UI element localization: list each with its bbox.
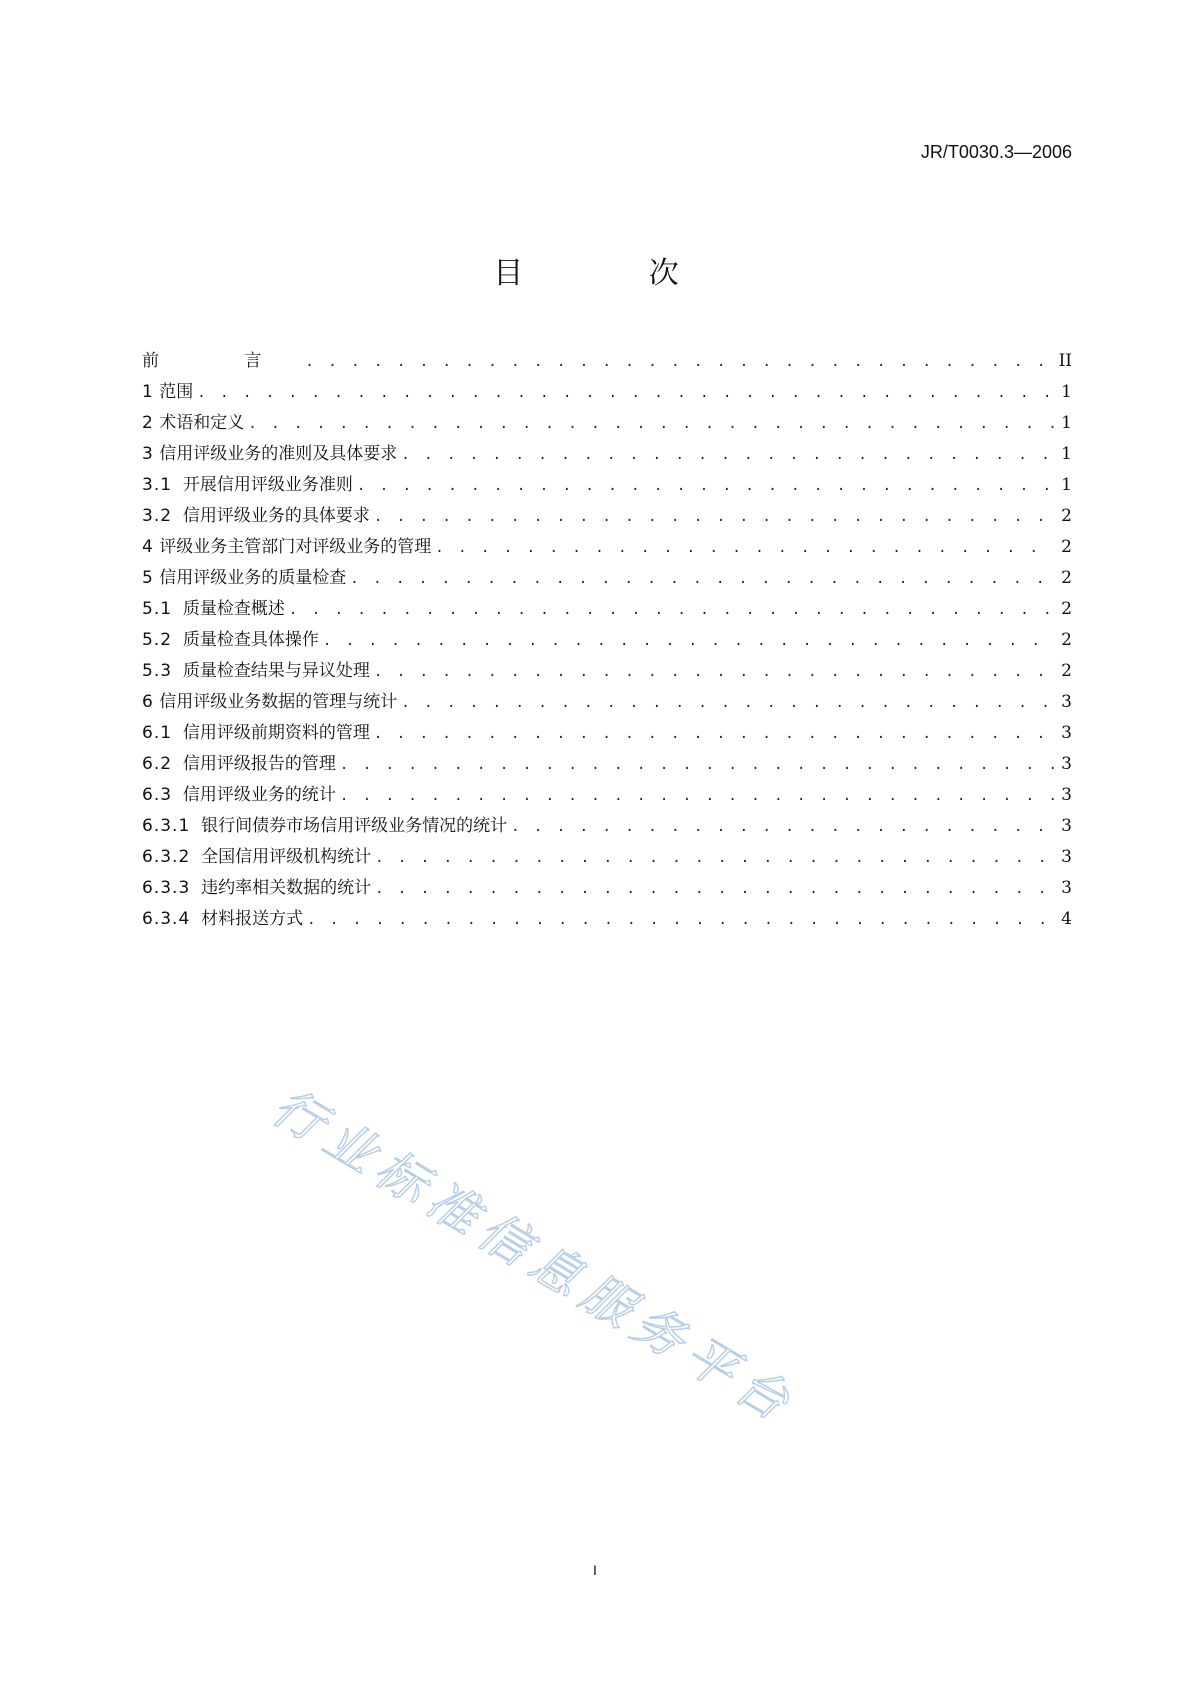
- toc-section-number: 4: [142, 537, 154, 557]
- toc-leader-dots: [305, 347, 1052, 378]
- toc-page-number: 1: [1061, 413, 1072, 433]
- toc-page-number: 2: [1061, 537, 1072, 557]
- toc-entry[interactable]: [142, 408, 1072, 439]
- toc-leader-dots: [374, 502, 1055, 533]
- toc-leader-dots: [401, 440, 1055, 471]
- toc-leader-dots: [435, 533, 1055, 564]
- toc-entry-label: 信用评级报告的管理: [182, 754, 336, 774]
- table-of-contents: [142, 346, 1072, 935]
- toc-entry[interactable]: [142, 377, 1072, 408]
- toc-entry-label: 术语和定义: [159, 413, 245, 433]
- toc-entry-label: 质量检查具体操作: [182, 630, 319, 650]
- toc-entry-label: 全国信用评级机构统计: [201, 847, 372, 867]
- toc-page-number: 2: [1061, 630, 1072, 650]
- toc-page-number: 1: [1061, 444, 1072, 464]
- toc-entry[interactable]: [142, 501, 1072, 532]
- toc-entry-label: 开展信用评级业务准则: [182, 475, 353, 495]
- toc-page-number: II: [1058, 351, 1072, 371]
- toc-leader-dots: [350, 564, 1055, 595]
- toc-section-number: 6.3: [142, 785, 173, 805]
- toc-entry[interactable]: [142, 470, 1072, 501]
- toc-entry-label: 信用评级业务的具体要求: [182, 506, 370, 526]
- toc-entry[interactable]: [142, 687, 1072, 718]
- toc-leader-dots: [307, 905, 1055, 936]
- toc-page-number: 4: [1061, 909, 1072, 929]
- toc-entry[interactable]: [142, 439, 1072, 470]
- document-code: JR/T0030.3—2006: [920, 142, 1072, 162]
- toc-section-number: 6: [142, 692, 154, 712]
- toc-entry-label: 信用评级业务数据的管理与统计: [159, 692, 398, 712]
- toc-leader-dots: [340, 750, 1055, 781]
- toc-page-number: 3: [1061, 723, 1072, 743]
- toc-page-number: 3: [1061, 785, 1072, 805]
- toc-entry-label: 前 言: [142, 351, 302, 371]
- toc-section-number: 5: [142, 568, 154, 588]
- toc-entry-label: 违约率相关数据的统计: [201, 878, 372, 898]
- toc-section-number: 6.3.2: [142, 847, 191, 867]
- toc-section-number: 3: [142, 444, 154, 464]
- toc-entry[interactable]: [142, 904, 1072, 935]
- toc-entry[interactable]: [142, 532, 1072, 563]
- toc-entry-label: 评级业务主管部门对评级业务的管理: [159, 537, 432, 557]
- toc-entry[interactable]: [142, 594, 1072, 625]
- toc-section-number: 3.2: [142, 506, 173, 526]
- toc-entry-label: 信用评级前期资料的管理: [182, 723, 370, 743]
- toc-entry-label: 材料报送方式: [201, 909, 304, 929]
- toc-entry[interactable]: [142, 656, 1072, 687]
- toc-page-number: 1: [1061, 475, 1072, 495]
- toc-leader-dots: [375, 874, 1055, 905]
- toc-entry-label: 质量检查概述: [182, 599, 285, 619]
- toc-entry[interactable]: [142, 780, 1072, 811]
- toc-page-number: 3: [1061, 816, 1072, 836]
- toc-section-number: 6.1: [142, 723, 173, 743]
- toc-leader-dots: [197, 378, 1055, 409]
- watermark-text: 行业标准信息服务平台: [262, 1077, 807, 1437]
- toc-page-number: 3: [1061, 878, 1072, 898]
- toc-section-number: 1: [142, 382, 154, 402]
- toc-section-number: 2: [142, 413, 154, 433]
- toc-entry-preface[interactable]: [142, 346, 1072, 377]
- toc-entry[interactable]: [142, 873, 1072, 904]
- toc-entry-label: 质量检查结果与异议处理: [182, 661, 370, 681]
- toc-leader-dots: [401, 688, 1055, 719]
- toc-entry-label: 信用评级业务的准则及具体要求: [159, 444, 398, 464]
- toc-section-number: 6.3.4: [142, 909, 191, 929]
- toc-page-number: 3: [1061, 754, 1072, 774]
- toc-section-number: 6.3.3: [142, 878, 191, 898]
- toc-entry-label: 信用评级业务的统计: [182, 785, 336, 805]
- toc-page-number: 2: [1061, 506, 1072, 526]
- toc-entry[interactable]: [142, 563, 1072, 594]
- toc-section-number: 6.3.1: [142, 816, 191, 836]
- toc-title: 目 次: [493, 256, 737, 291]
- toc-entry[interactable]: [142, 811, 1072, 842]
- toc-entry[interactable]: [142, 718, 1072, 749]
- toc-leader-dots: [374, 657, 1055, 688]
- toc-page-number: 2: [1061, 661, 1072, 681]
- toc-entry[interactable]: [142, 625, 1072, 656]
- toc-page-number: 3: [1061, 847, 1072, 867]
- toc-section-number: 5.3: [142, 661, 173, 681]
- toc-leader-dots: [374, 719, 1055, 750]
- toc-leader-dots: [511, 812, 1055, 843]
- toc-leader-dots: [289, 595, 1055, 626]
- toc-leader-dots: [375, 843, 1055, 874]
- footer-page-number: I: [593, 1562, 597, 1578]
- toc-page-number: 2: [1061, 599, 1072, 619]
- toc-entry-label: 信用评级业务的质量检查: [159, 568, 347, 588]
- toc-leader-dots: [248, 409, 1055, 440]
- toc-leader-dots: [357, 471, 1055, 502]
- toc-leader-dots: [323, 626, 1055, 657]
- toc-section-number: 5.2: [142, 630, 173, 650]
- toc-leader-dots: [340, 781, 1055, 812]
- toc-entry-label: 范围: [159, 382, 194, 402]
- toc-section-number: 5.1: [142, 599, 173, 619]
- toc-entry-label: 银行间债券市场信用评级业务情况的统计: [201, 816, 508, 836]
- toc-section-number: 6.2: [142, 754, 173, 774]
- toc-page-number: 3: [1061, 692, 1072, 712]
- toc-page-number: 2: [1061, 568, 1072, 588]
- toc-entry[interactable]: [142, 842, 1072, 873]
- toc-entry[interactable]: [142, 749, 1072, 780]
- toc-page-number: 1: [1061, 382, 1072, 402]
- toc-section-number: 3.1: [142, 475, 173, 495]
